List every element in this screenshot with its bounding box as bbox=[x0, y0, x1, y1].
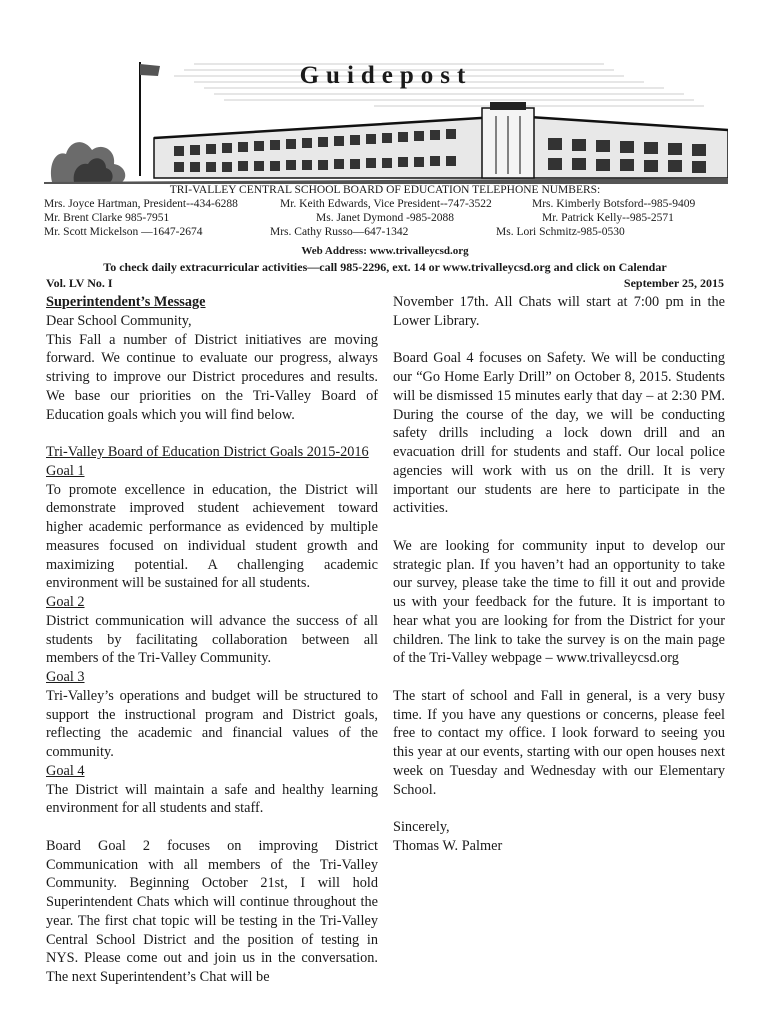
signature: Thomas W. Palmer bbox=[393, 837, 503, 854]
board-goal-4-paragraph: Board Goal 4 focuses on Safety. We will be conducting our “Go Home Early Drill” on October 8, 2015. Students will be dismissed 15 minutes early that day – at 2:30 PM. During the course of the day, we will be conducting safety drills including a lock down drill and an evacuation drill for students and staff. Our local police agencies will work with us on the drill. It is very important our students are here to participate in the activities. bbox=[393, 350, 725, 517]
volume-number: Vol. LV No. I bbox=[46, 276, 113, 290]
sign-off: Sincerely, bbox=[393, 819, 450, 835]
masthead bbox=[44, 54, 728, 184]
goal-text: District communication will advance the success of all students by facilitating collaboration between all members of the Tri-Valley Community. bbox=[46, 612, 378, 667]
extracurricular-note: To check daily extracurricular activities—call 985-2296, ext. 14 or www.trivalleycsd.org and click on Calendar bbox=[103, 260, 667, 274]
board-member: Mrs. Cathy Russo—647-1342 bbox=[270, 226, 409, 238]
section-heading: Superintendent’s Message bbox=[46, 294, 206, 310]
goal-text: To promote excellence in education, the District will demonstrate improved student achievement toward higher academic performance as evidenced by multiple measures focused on individual student growth and maximizing potential. A challenging academic environment will be sustained for all students. bbox=[46, 481, 378, 592]
goal-text: Tri-Valley’s operations and budget will be structured to support the instructional program and District goals, reflecting the academic and financial values of the community. bbox=[46, 687, 378, 760]
board-member: Ms. Janet Dymond -985-2088 bbox=[316, 212, 454, 224]
web-address: Web Address: www.trivalleycsd.org bbox=[301, 245, 469, 257]
goals-title: Tri-Valley Board of Education District Goals 2015-2016 bbox=[46, 444, 369, 460]
issue-date: September 25, 2015 bbox=[623, 276, 724, 290]
board-row bbox=[44, 212, 728, 226]
intro-paragraph: This Fall a number of District initiatives are moving forward. We continue to evaluate our progress, always striving to improve our District procedures and results. We base our priorities on the Tri-Valley Board of Education goals which you will find below. bbox=[46, 331, 378, 423]
board-member: Ms. Lori Schmitz-985-0530 bbox=[496, 226, 625, 238]
board-member: Mr. Scott Mickelson —1647-2674 bbox=[44, 226, 203, 238]
goal-label: Goal 1 bbox=[46, 462, 85, 479]
board-row bbox=[44, 226, 728, 240]
board-goal-2-paragraph: Board Goal 2 focuses on improving District Communication with all members of the Tri-Valley Community. Beginning October 21st, I will hold Superintendent Chats which will continue throughout the year. The first chat topic will be testing in the Tri-Valley Central School District and the position of testing in NYS. Please come out and join us in the conversation. The next Superintendent’s Chat will be bbox=[46, 837, 378, 985]
masthead-title: Guidepost bbox=[299, 62, 473, 89]
goal-label: Goal 2 bbox=[46, 594, 85, 610]
board-member: Mr. Keith Edwards, Vice President--747-3522 bbox=[280, 198, 492, 210]
board-heading: TRI-VALLEY CENTRAL SCHOOL BOARD OF EDUCATION TELEPHONE NUMBERS: bbox=[169, 184, 601, 196]
board-member: Mr. Brent Clarke 985-7951 bbox=[44, 212, 170, 224]
right-column bbox=[393, 293, 725, 856]
goal-label: Goal 3 bbox=[46, 669, 85, 685]
continuation-paragraph: November 17th. All Chats will start at 7:00 pm in the Lower Library. bbox=[393, 294, 725, 329]
goal-text: The District will maintain a safe and healthy learning environment for all students and staff. bbox=[46, 781, 378, 817]
left-column bbox=[46, 293, 378, 987]
goal-label: Goal 4 bbox=[46, 762, 85, 779]
salutation: Dear School Community, bbox=[46, 312, 192, 329]
board-row bbox=[44, 198, 728, 212]
survey-paragraph: We are looking for community input to develop our strategic plan. If you haven’t had an opportunity to take our survey, please take the time to fill it out and provide us with your feedback for the future. It is important to hear what you are looking for from the District for your children. The link to take the survey is on the main page of the Tri-Valley webpage – www.trivalleycsd.org bbox=[393, 537, 725, 667]
board-member: Mrs. Kimberly Botsford--985-9409 bbox=[532, 198, 696, 210]
board-member: Mr. Patrick Kelly--985-2571 bbox=[542, 212, 674, 224]
closing-paragraph: The start of school and Fall in general, is a very busy time. If you have any questions or concerns, please feel free to contact my office. I look forward to seeing you this year at our events, starting with our open houses next week on Tuesday and Wednesday with our Elementary School. bbox=[393, 687, 725, 798]
board-member: Mrs. Joyce Hartman, President--434-6288 bbox=[44, 198, 238, 210]
